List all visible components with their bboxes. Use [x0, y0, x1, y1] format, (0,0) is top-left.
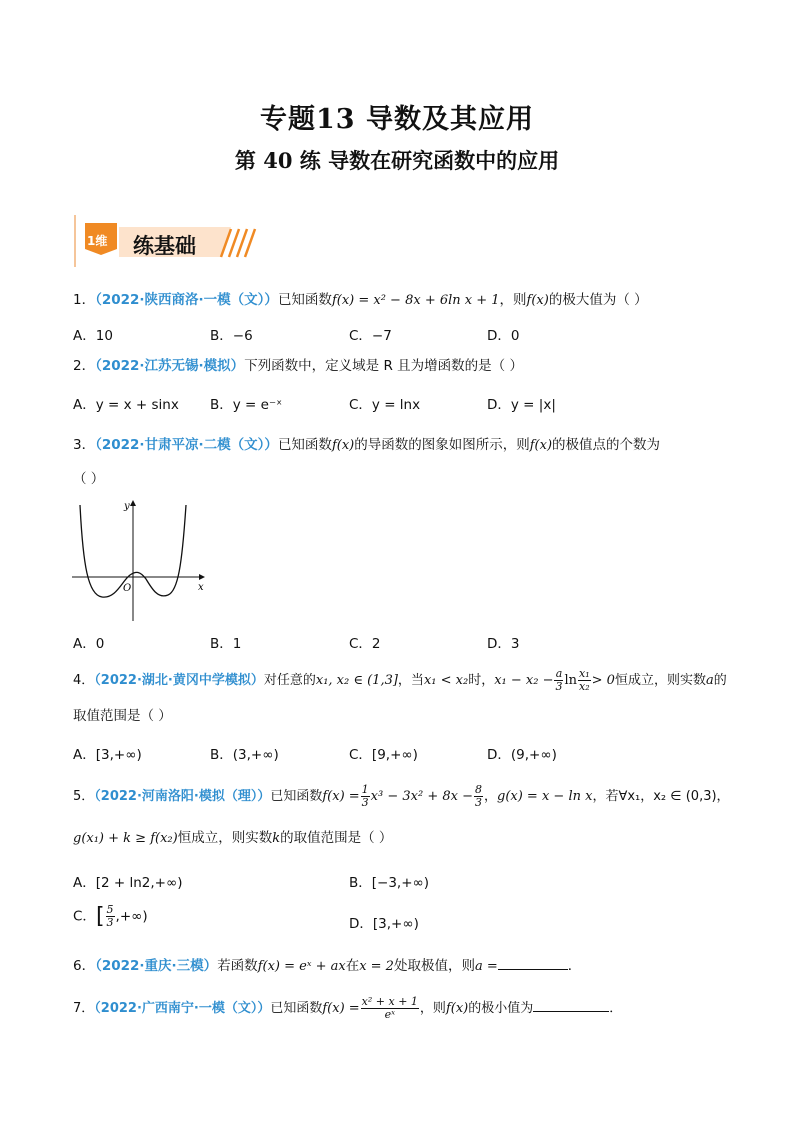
question-3	[73, 435, 660, 456]
q4-ln: ln	[564, 673, 578, 688]
q6-x2: x = 2	[359, 959, 394, 974]
q1-text-c: 的极大值为（ ）	[548, 292, 648, 308]
question-2	[73, 356, 523, 376]
q1-formula: f(x) = x² − 8x + 6ln x + 1	[331, 293, 500, 308]
q1-num: 1．	[73, 292, 96, 308]
q3-option-d[interactable]: D．3	[487, 636, 520, 652]
derivative-graph-svg	[68, 495, 208, 625]
q3-formula: f(x)	[331, 438, 355, 453]
q5-text: 已知函数	[270, 789, 323, 804]
question-7	[73, 996, 622, 1021]
q5-text-b: ，	[483, 789, 497, 804]
q7-f-pre: f(x) =	[322, 1001, 360, 1016]
q5-var-k: k	[272, 831, 281, 846]
q3-source: （2022·甘肃平凉·二模（文））	[95, 437, 278, 453]
q5-option-c-label: C．	[73, 908, 96, 925]
q5-option-b[interactable]: B．[−3,+∞)	[349, 875, 430, 891]
q5-line2	[73, 828, 392, 849]
x-axis-label: x	[198, 582, 204, 593]
q5-option-c-frac-num: 5	[106, 903, 114, 916]
q6-a-eq: a =	[474, 959, 498, 974]
q7-text: 已知函数	[270, 1001, 323, 1016]
q4-option-b[interactable]: B．(3,+∞)	[210, 747, 279, 763]
q1-source: （2022·陕西商洛·一模（文））	[95, 292, 278, 308]
q5-source: （2022·河南洛阳·模拟（理））	[94, 789, 271, 804]
q5-option-c-tail: ,+∞)	[115, 908, 148, 925]
q4-text-e: 的	[713, 673, 727, 688]
q5-option-a[interactable]: A．[2 + ln2,+∞)	[73, 875, 183, 891]
q4-frac-x-den: x₂	[579, 680, 590, 693]
q5-frac-83	[474, 784, 483, 809]
q4-text-d: 恒成立，则实数	[614, 673, 706, 688]
q7-answer-blank[interactable]	[533, 997, 609, 1012]
q4-source: （2022·湖北·黄冈中学模拟）	[94, 673, 264, 688]
q5-frac-13-num: 1	[361, 783, 369, 796]
q2-option-d[interactable]: D．y = |x|	[487, 397, 556, 413]
q4-ineq-post: > 0	[591, 673, 615, 688]
q7-text-c: 的极小值为	[468, 1001, 534, 1016]
q3-option-a[interactable]: A．0	[73, 636, 105, 652]
q6-num: 6．	[73, 958, 96, 974]
q5-line2-end: 的取值范围是（ ）	[280, 830, 393, 846]
q4-frac-x-num: x₁	[579, 667, 590, 680]
q1-text-b: ，则	[499, 292, 527, 308]
q3-formula-2: f(x)	[529, 438, 553, 453]
y-axis-label: y	[124, 501, 130, 512]
q7-source: （2022·广西南宁·一模（文））	[94, 1001, 271, 1016]
banner-label: 练基础	[133, 234, 196, 258]
q4-frac-x	[578, 668, 591, 693]
q5-text-c: ，若∀x₁，x₂ ∈ (0,3)，	[592, 789, 730, 804]
q5-f-mid: x³ − 3x² + 8x −	[370, 789, 473, 804]
q6-text-b: 在	[345, 958, 360, 974]
q5-option-d[interactable]: D．[3,+∞)	[349, 916, 419, 932]
q2-source: （2022·江苏无锡·模拟）	[95, 358, 245, 374]
q6-text: 若函数	[217, 958, 258, 974]
q2-text: 下列函数中，定义域是 R 且为增函数的是（ ）	[244, 358, 523, 374]
q2-num: 2．	[73, 358, 96, 374]
q7-frac	[361, 996, 419, 1021]
q5-g: g(x) = x − ln x	[497, 789, 593, 804]
q5-frac-83-den: 3	[474, 796, 482, 809]
q4-ineq-pre: x₁ − x₂ −	[494, 673, 554, 688]
q5-frac-13-den: 3	[361, 796, 369, 809]
q6-formula: f(x) = eˣ + ax	[257, 959, 346, 974]
q5-option-c-frac-den: 3	[106, 916, 114, 929]
q3-text: 已知函数	[277, 437, 332, 453]
q1-option-c[interactable]: C．−7	[349, 328, 392, 344]
q2-option-a[interactable]: A．y = x + sinx	[73, 397, 179, 413]
q3-text-b: 的导函数的图象如图所示，则	[354, 437, 530, 453]
q4-frac-a3	[554, 668, 563, 693]
q5-line2-text: 恒成立，则实数	[177, 830, 273, 846]
q2-option-c[interactable]: C．y = lnx	[349, 397, 421, 413]
question-1	[73, 290, 648, 311]
q7-fx: f(x)	[445, 1001, 469, 1016]
q1-option-d[interactable]: D．0	[487, 328, 520, 344]
q1-option-b[interactable]: B．−6	[210, 328, 253, 344]
question-5	[73, 784, 730, 809]
q5-frac-83-num: 8	[474, 783, 482, 796]
page-subtitle: 第 40 练 导数在研究函数中的应用	[234, 148, 560, 173]
q3-num: 3．	[73, 437, 96, 453]
q7-text-b: ，则	[419, 1001, 446, 1016]
q4-frac-a3-den: 3	[555, 680, 563, 693]
q4-formula: x₁, x₂ ∈ (1,3]	[315, 673, 398, 688]
q4-formula-2: x₁ < x₂	[423, 673, 469, 688]
q5-f-pre: f(x) =	[322, 789, 360, 804]
q6-source: （2022·重庆·三模）	[95, 958, 218, 974]
q4-line2: 取值范围是（ ）	[73, 708, 172, 724]
q3-option-b[interactable]: B．1	[210, 636, 242, 652]
q3-option-c[interactable]: C．2	[349, 636, 381, 652]
q6-end: ．	[567, 958, 582, 974]
q4-option-d[interactable]: D．(9,+∞)	[487, 747, 557, 763]
q5-frac-13	[361, 784, 370, 809]
q5-option-c-frac	[106, 904, 115, 929]
section-banner	[73, 215, 263, 267]
q4-option-a[interactable]: A．[3,+∞)	[73, 747, 142, 763]
q3-text-c: 的极值点的个数为	[552, 437, 661, 453]
q7-num: 7．	[73, 1001, 95, 1016]
page-title: 专题13 导数及其应用	[260, 104, 534, 135]
q3-paren: （ ）	[73, 471, 105, 487]
q4-text: 对任意的	[263, 673, 316, 688]
q1-text: 已知函数	[277, 292, 332, 308]
q1-option-a[interactable]: A．10	[73, 328, 113, 344]
q4-text-c: 时，	[468, 673, 495, 688]
q5-option-c[interactable]	[73, 904, 148, 929]
q7-frac-num: x² + x + 1	[361, 995, 418, 1008]
derivative-graph	[68, 495, 208, 625]
q4-option-c[interactable]: C．[9,+∞)	[349, 747, 418, 763]
q1-formula-2: f(x)	[526, 293, 549, 308]
q5-option-c-bracket: [	[95, 904, 105, 929]
origin-label: O	[123, 583, 132, 594]
q6-text-c: 处取极值，则	[393, 958, 475, 974]
q4-num: 4．	[73, 673, 95, 688]
question-6	[73, 955, 581, 977]
q5-num: 5．	[73, 789, 95, 804]
q2-option-b[interactable]: B．y = e⁻ˣ	[210, 397, 283, 413]
banner-tag: 1维	[87, 234, 108, 248]
q5-ineq: g(x₁) + k ≥ f(x₂)	[73, 831, 178, 846]
q4-var-a: a	[705, 673, 714, 688]
q7-end: ．	[609, 1001, 623, 1016]
question-4	[73, 668, 727, 693]
q4-text-b: ，当	[397, 673, 424, 688]
q7-frac-den: eˣ	[384, 1008, 395, 1021]
q4-frac-a3-num: a	[555, 667, 563, 680]
q6-answer-blank[interactable]	[498, 955, 568, 970]
